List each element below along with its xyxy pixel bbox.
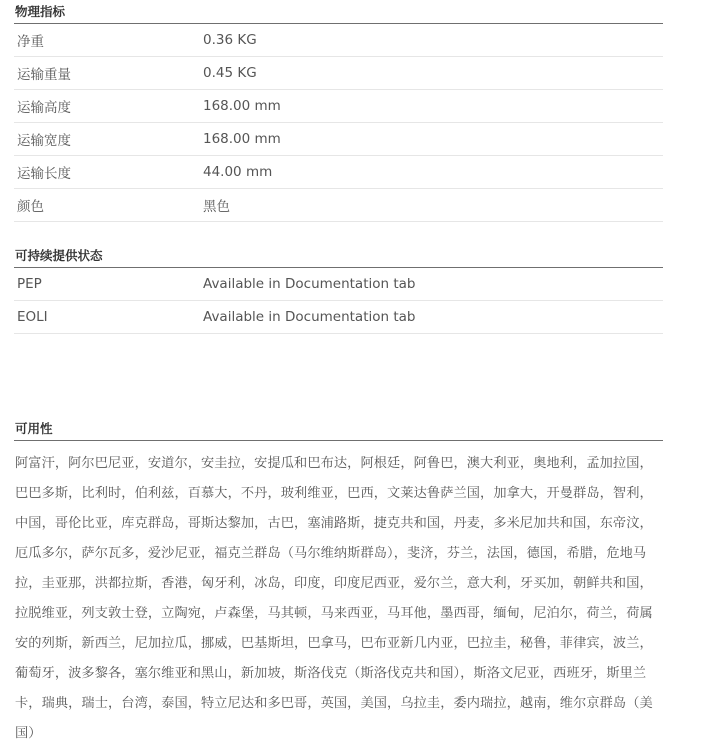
availability-section (14, 421, 663, 749)
spec-label: 运输长度 (17, 166, 71, 182)
spec-value: 168.00 mm (203, 98, 281, 114)
spec-row-shipping-height (14, 90, 663, 123)
availability-title: 可用性 (14, 421, 663, 441)
availability-country-list: 阿富汗，阿尔巴尼亚，安道尔，安圭拉，安提瓜和巴布达，阿根廷，阿鲁巴，澳大利亚，奥地利，孟加拉国，巴巴多斯，比利时，伯利兹，百慕大，不丹，玻利维亚，巴西，文莱达鲁萨兰国，加拿大，开曼群岛，智利，中国，哥伦比亚，库克群岛，哥斯达黎加，古巴，塞浦路斯，捷克共和国，丹麦，多米尼加共和国，东帝汶，厄瓜多尔，萨尔瓦多，爱沙尼亚，福克兰群岛（马尔维纳斯群岛），斐济，芬兰，法国，德国，希腊，危地马拉，圭亚那，洪都拉斯，香港，匈牙利，冰岛，印度，印度尼西亚，爱尔兰，意大利，牙买加，朝鲜共和国，拉脱维亚，列支敦士登，立陶宛，卢森堡，马其顿，马来西亚，马耳他，墨西哥，缅甸，尼泊尔，荷兰，荷属安的列斯，新西兰，尼加拉瓜，挪威，巴基斯坦，巴拿马，巴布亚新几内亚，巴拉圭，秘鲁，菲律宾，波兰，葡萄牙，波多黎各，塞尔维亚和黑山，新加坡，斯洛伐克（斯洛伐克共和国），斯洛文尼亚，西班牙，斯里兰卡，瑞典，瑞士，台湾，泰国，特立尼达和多巴哥，英国，美国，乌拉圭，委内瑞拉，越南，维尔京群岛（美国） (15, 456, 653, 741)
spec-label: PEP (17, 276, 42, 292)
spec-label: 运输高度 (17, 100, 71, 116)
spec-row-color (14, 189, 663, 222)
sustainability-title: 可持续提供状态 (14, 248, 663, 268)
physical-specs-section (14, 4, 663, 222)
spec-value: 黑色 (203, 199, 230, 215)
sustainability-section (14, 248, 663, 334)
spec-row-pep (14, 268, 663, 301)
spec-row-shipping-weight (14, 57, 663, 90)
spec-label: EOLI (17, 309, 48, 325)
spec-value: 0.45 KG (203, 65, 257, 81)
spec-value: Available in Documentation tab (203, 276, 416, 292)
spec-row-eoli (14, 301, 663, 334)
spec-label: 运输重量 (17, 67, 71, 83)
spec-value: Available in Documentation tab (203, 309, 416, 325)
physical-specs-title: 物理指标 (14, 4, 663, 24)
spec-label: 运输宽度 (17, 133, 71, 149)
spec-label: 颜色 (17, 199, 44, 215)
spec-value: 168.00 mm (203, 131, 281, 147)
spec-row-shipping-length (14, 156, 663, 189)
spec-row-shipping-width (14, 123, 663, 156)
spec-value: 44.00 mm (203, 164, 273, 180)
spec-row-net-weight (14, 24, 663, 57)
spec-label: 净重 (17, 34, 44, 50)
spec-value: 0.36 KG (203, 32, 257, 48)
